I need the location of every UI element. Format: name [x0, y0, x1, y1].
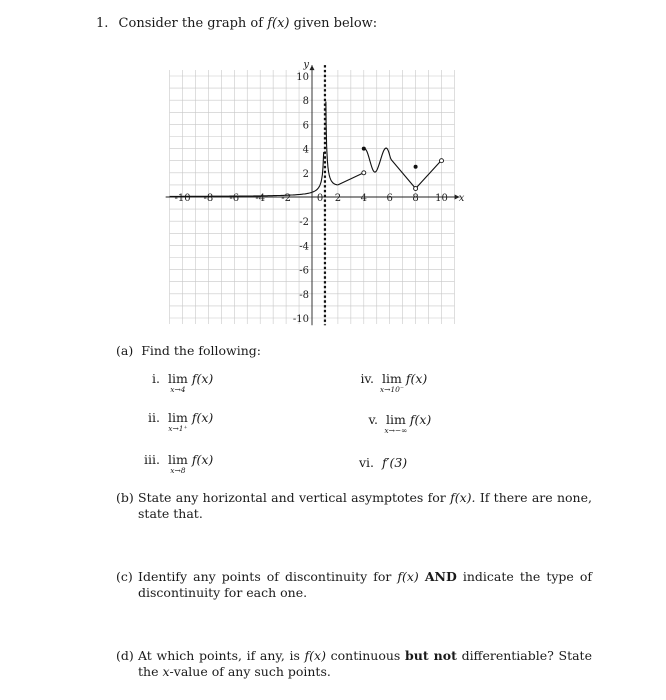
closed-point-4-4	[362, 147, 366, 151]
function-graph	[174, 52, 488, 325]
closed-point-8	[414, 165, 418, 169]
open-point-10-3	[440, 159, 444, 163]
tick-labels	[174, 60, 464, 325]
part-c-label: (c)	[116, 569, 133, 584]
y-tick-label: 8	[302, 96, 309, 108]
y-axis-arrow	[310, 65, 315, 70]
limit-item-iv: iv. lim x→10⁻ f(x)	[360, 371, 428, 394]
question-intro	[96, 16, 377, 31]
part-b-label: (b)	[116, 490, 134, 505]
x-tick-label: -2	[281, 193, 291, 204]
x-tick-label: 10	[435, 193, 448, 204]
segment-8-10	[416, 162, 441, 189]
y-tick-label: -6	[299, 265, 309, 277]
intro-tail: given below:	[293, 16, 378, 31]
part-a-text: Find the following:	[141, 343, 261, 358]
x-tick-label: -8	[203, 193, 214, 204]
y-tick-label: -2	[299, 217, 309, 229]
x-tick-label: 8	[412, 193, 419, 204]
x-tick-label: -4	[255, 193, 266, 204]
intro-text: Consider the graph of	[118, 16, 264, 31]
curve-right-branch	[326, 102, 338, 185]
curve-left-branch	[170, 152, 324, 196]
open-point-4-2	[362, 171, 366, 175]
y-tick-label: 4	[302, 144, 309, 156]
limit-item-v: v. lim x→−∞ f(x)	[368, 412, 432, 435]
part-d: (d) At which points, if any, is f(x) continuous but not differentiable? State the x-value of any such points.	[116, 648, 592, 679]
x-tick-label: -10	[174, 193, 191, 204]
part-a-heading	[116, 343, 261, 358]
open-point-8	[414, 187, 418, 191]
y-tick-label: 2	[302, 168, 309, 180]
x-tick-label: 6	[386, 193, 393, 204]
y-tick-label: -10	[292, 314, 309, 325]
x-tick-label: 0	[316, 193, 324, 204]
x-tick-label: 2	[334, 193, 342, 204]
y-axis-label: y	[303, 59, 309, 71]
part-c: (c) Identify any points of discontinuity for f(x) AND indicate the type of discontinuity for each one.	[116, 569, 593, 600]
question-number: 1.	[96, 16, 109, 31]
limit-item-iii: iii. lim x→8 f(x)	[144, 452, 214, 475]
y-tick-label: 10	[296, 72, 309, 83]
intro-function: f(x)	[267, 16, 290, 31]
x-tick-label: -6	[229, 193, 240, 204]
limit-item-ii: ii. lim x→1⁺ f(x)	[148, 410, 214, 433]
limit-item-i: i. lim x→4 f(x)	[152, 371, 214, 394]
part-b: (b) State any horizontal and vertical asymptotes for f(x). If there are none, state that.	[116, 490, 592, 521]
x-tick-label: 4	[360, 193, 367, 204]
limit-item-vi: vi. f′(3)	[358, 455, 408, 470]
y-tick-label: -8	[299, 289, 309, 301]
y-tick-label: -4	[299, 241, 309, 253]
y-tick-label: 6	[302, 120, 309, 132]
part-a-label: (a)	[116, 343, 134, 358]
segment-2-4	[338, 174, 362, 185]
x-axis-label: x	[458, 193, 465, 204]
part-d-label: (d)	[116, 648, 134, 663]
